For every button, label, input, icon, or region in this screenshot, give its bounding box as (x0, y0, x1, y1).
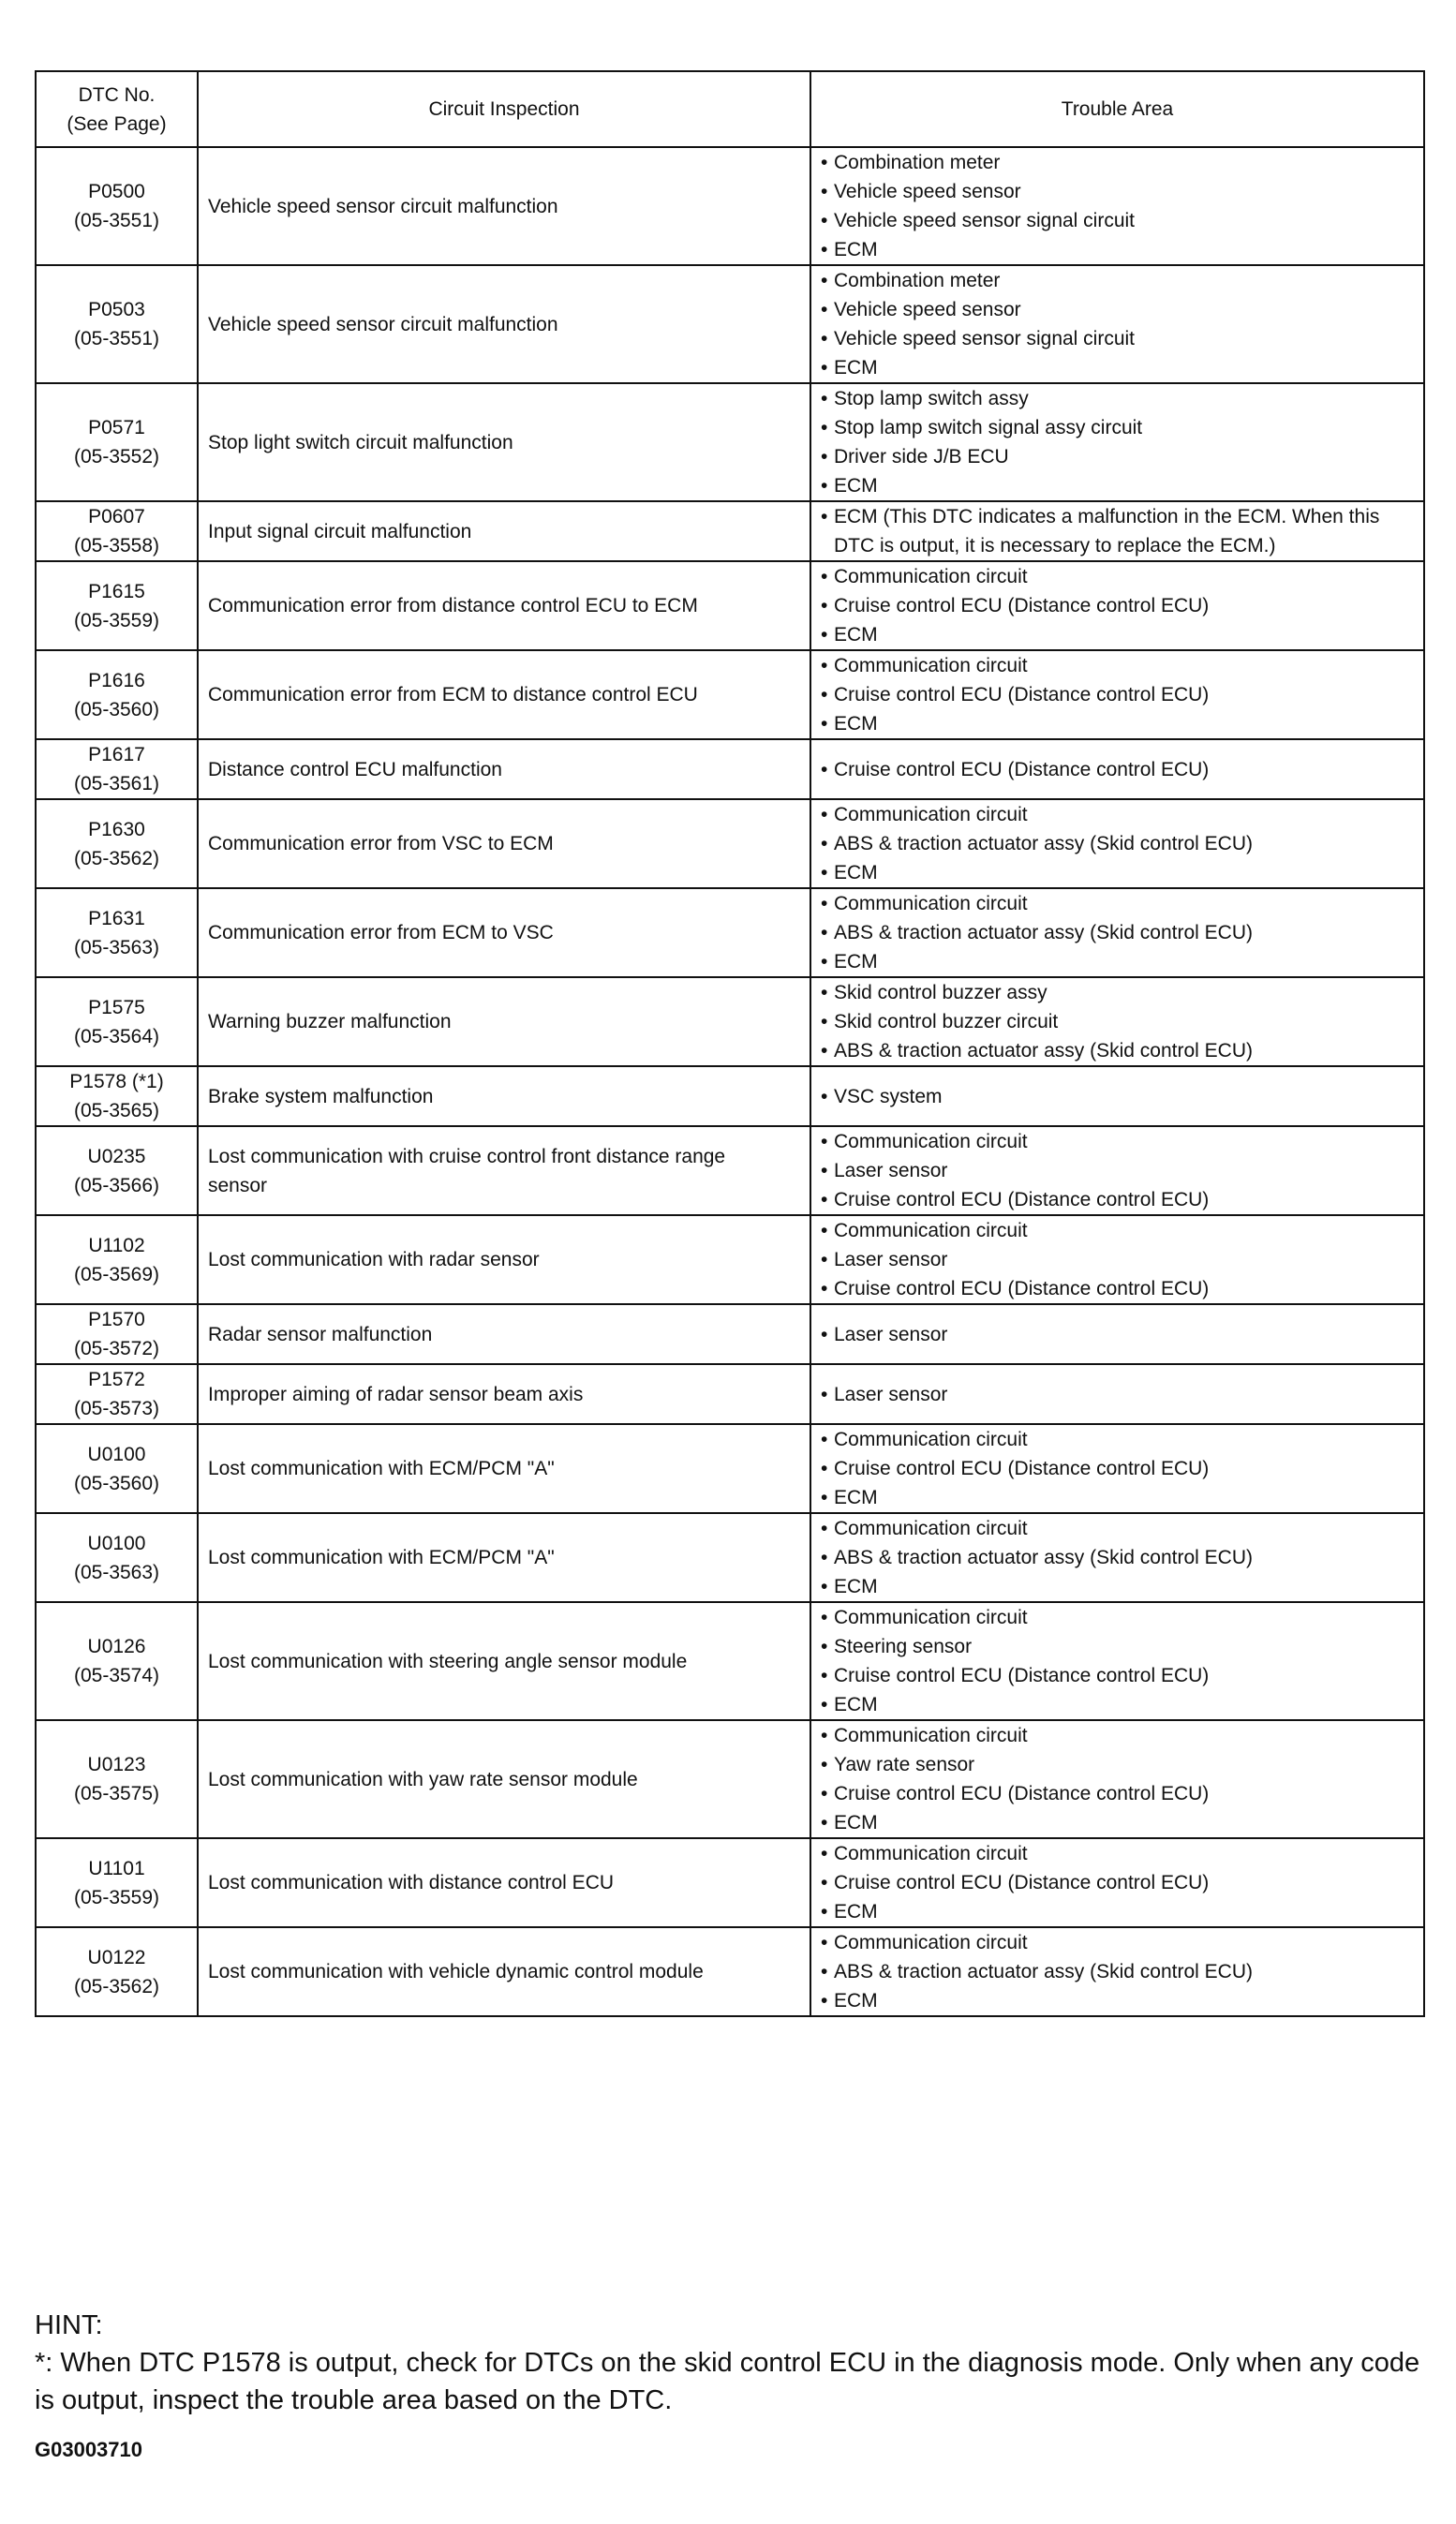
header-dtc-no (36, 71, 198, 147)
dtc-page-ref: (05-3574) (73, 1665, 160, 1686)
trouble-area-item: • Communication circuit (821, 651, 1404, 680)
circuit-inspection-cell: Lost communication with cruise control front distance range sensor (198, 1126, 810, 1215)
trouble-area-cell (810, 888, 1424, 977)
dtc-cell (36, 1424, 198, 1513)
header-circuit-inspection: Circuit Inspection (198, 71, 810, 147)
trouble-area-item: • ABS & traction actuator assy (Skid control ECU) (821, 918, 1404, 947)
dtc-page-ref: (05-3552) (73, 446, 160, 468)
dtc-page-ref: (05-3562) (73, 847, 160, 869)
dtc-cell (36, 1838, 198, 1927)
dtc-code: U0122 (87, 1946, 146, 1968)
trouble-area-cell (810, 1602, 1424, 1720)
trouble-area-item: • Communication circuit (821, 800, 1404, 829)
hint-title: HINT: (35, 2310, 103, 2340)
trouble-area-item: • ECM (821, 1808, 1404, 1837)
trouble-area-item: • Cruise control ECU (Distance control ECU) (821, 755, 1404, 784)
table-row (36, 799, 1424, 888)
table-row (36, 1602, 1424, 1720)
dtc-cell (36, 561, 198, 650)
dtc-cell (36, 1602, 198, 1720)
trouble-area-list (821, 1127, 1404, 1214)
trouble-area-item: • Skid control buzzer assy (821, 978, 1404, 1007)
dtc-cell (36, 147, 198, 265)
dtc-cell (36, 1066, 198, 1126)
table-row (36, 147, 1424, 265)
trouble-area-item: • VSC system (821, 1082, 1404, 1111)
trouble-area-item: • ECM (821, 235, 1404, 264)
circuit-inspection-cell: Brake system malfunction (198, 1066, 810, 1126)
hint-text: *: When DTC P1578 is output, check for DTCs on the skid control ECU in the diagnosis mode. Only when any code is output, inspect the trouble area based on the DTC. (35, 2348, 1420, 2415)
dtc-code: U0126 (87, 1636, 146, 1657)
circuit-inspection-cell: Improper aiming of radar sensor beam axis (198, 1364, 810, 1424)
trouble-area-cell (810, 1215, 1424, 1304)
trouble-area-cell (810, 265, 1424, 383)
dtc-code: P1616 (88, 669, 145, 691)
dtc-code: P1572 (88, 1369, 145, 1390)
trouble-area-item: • Combination meter (821, 266, 1404, 295)
dtc-page-ref: (05-3563) (73, 936, 160, 958)
dtc-code: P1578 (*1) (69, 1071, 164, 1092)
dtc-page-ref: (05-3573) (73, 1398, 160, 1419)
dtc-cell (36, 265, 198, 383)
dtc-cell (36, 1927, 198, 2016)
trouble-area-list (821, 1928, 1404, 2015)
trouble-area-cell (810, 1364, 1424, 1424)
table-row (36, 977, 1424, 1066)
dtc-cell (36, 1215, 198, 1304)
dtc-code: P0607 (88, 506, 145, 527)
dtc-page-ref: (05-3563) (73, 1561, 160, 1583)
dtc-page-ref: (05-3562) (73, 1975, 160, 1997)
trouble-area-item: • Communication circuit (821, 562, 1404, 591)
trouble-area-item: • Communication circuit (821, 1425, 1404, 1454)
header-trouble-area: Trouble Area (810, 71, 1424, 147)
trouble-area-item: • ABS & traction actuator assy (Skid control ECU) (821, 1036, 1404, 1065)
trouble-area-item: • Stop lamp switch assy (821, 384, 1404, 413)
table-row (36, 1215, 1424, 1304)
circuit-inspection-cell: Lost communication with ECM/PCM "A" (198, 1424, 810, 1513)
dtc-code: P1630 (88, 818, 145, 840)
table-row (36, 1513, 1424, 1602)
dtc-page-ref: (05-3572) (73, 1338, 160, 1359)
dtc-page-ref: (05-3560) (73, 698, 160, 720)
table-row (36, 1424, 1424, 1513)
trouble-area-item: • Laser sensor (821, 1156, 1404, 1185)
trouble-area-item: • Vehicle speed sensor signal circuit (821, 206, 1404, 235)
table-row (36, 383, 1424, 501)
header-dtc-no-line2: (See Page) (67, 112, 167, 135)
dtc-code: P0503 (88, 299, 145, 320)
dtc-code: P1575 (88, 996, 145, 1018)
trouble-area-item: • Combination meter (821, 148, 1404, 177)
dtc-table (35, 70, 1425, 2017)
circuit-inspection-cell: Stop light switch circuit malfunction (198, 383, 810, 501)
dtc-code: U0235 (87, 1145, 146, 1167)
circuit-inspection-cell: Lost communication with yaw rate sensor module (198, 1720, 810, 1838)
table-row (36, 739, 1424, 799)
trouble-area-cell (810, 650, 1424, 739)
dtc-cell (36, 1304, 198, 1364)
trouble-area-list (821, 1216, 1404, 1303)
trouble-area-cell (810, 147, 1424, 265)
dtc-cell (36, 1513, 198, 1602)
dtc-cell (36, 799, 198, 888)
trouble-area-item: • ECM (821, 858, 1404, 887)
circuit-inspection-cell: Lost communication with vehicle dynamic control module (198, 1927, 810, 2016)
trouble-area-list (821, 266, 1404, 382)
trouble-area-cell (810, 501, 1424, 561)
trouble-area-cell (810, 1424, 1424, 1513)
trouble-area-item: • Vehicle speed sensor signal circuit (821, 324, 1404, 353)
circuit-inspection-cell: Vehicle speed sensor circuit malfunction (198, 147, 810, 265)
dtc-page-ref: (05-3558) (73, 535, 160, 557)
trouble-area-list (821, 1839, 1404, 1926)
trouble-area-cell (810, 1126, 1424, 1215)
table-row (36, 501, 1424, 561)
trouble-area-item: • Laser sensor (821, 1245, 1404, 1274)
dtc-code: P1615 (88, 580, 145, 602)
trouble-area-item: • Communication circuit (821, 1928, 1404, 1957)
trouble-area-item: • ECM (821, 947, 1404, 976)
dtc-page-ref: (05-3569) (73, 1263, 160, 1285)
table-row (36, 1304, 1424, 1364)
dtc-cell (36, 383, 198, 501)
trouble-area-cell (810, 739, 1424, 799)
trouble-area-item: • ECM (821, 471, 1404, 500)
dtc-cell (36, 977, 198, 1066)
trouble-area-list (821, 1425, 1404, 1512)
trouble-area-list (821, 384, 1404, 500)
hint-note (35, 2307, 1431, 2419)
dtc-cell (36, 1126, 198, 1215)
dtc-page-ref: (05-3561) (73, 773, 160, 794)
trouble-area-cell (810, 1838, 1424, 1927)
dtc-code: U0100 (87, 1532, 146, 1554)
circuit-inspection-cell: Communication error from ECM to distance control ECU (198, 650, 810, 739)
trouble-area-item: • Communication circuit (821, 1603, 1404, 1632)
circuit-inspection-cell: Lost communication with steering angle sensor module (198, 1602, 810, 1720)
dtc-cell (36, 501, 198, 561)
trouble-area-item: • Skid control buzzer circuit (821, 1007, 1404, 1036)
circuit-inspection-cell: Input signal circuit malfunction (198, 501, 810, 561)
circuit-inspection-cell: Communication error from VSC to ECM (198, 799, 810, 888)
dtc-cell (36, 739, 198, 799)
circuit-inspection-cell: Warning buzzer malfunction (198, 977, 810, 1066)
circuit-inspection-cell: Communication error from distance control ECU to ECM (198, 561, 810, 650)
trouble-area-item: • Cruise control ECU (Distance control ECU) (821, 680, 1404, 709)
table-row (36, 1364, 1424, 1424)
trouble-area-list (821, 978, 1404, 1065)
trouble-area-list (821, 148, 1404, 264)
trouble-area-list (821, 651, 1404, 738)
trouble-area-cell (810, 799, 1424, 888)
table-row (36, 650, 1424, 739)
trouble-area-cell (810, 1720, 1424, 1838)
dtc-cell (36, 888, 198, 977)
trouble-area-cell (810, 561, 1424, 650)
trouble-area-item: • Cruise control ECU (Distance control ECU) (821, 1274, 1404, 1303)
circuit-inspection-cell: Lost communication with ECM/PCM "A" (198, 1513, 810, 1602)
trouble-area-cell (810, 383, 1424, 501)
dtc-page-ref: (05-3559) (73, 609, 160, 631)
trouble-area-list (821, 1514, 1404, 1601)
trouble-area-list (821, 800, 1404, 887)
trouble-area-item: • Vehicle speed sensor (821, 177, 1404, 206)
trouble-area-item: • Communication circuit (821, 1839, 1404, 1868)
trouble-area-item: • Communication circuit (821, 1127, 1404, 1156)
dtc-page-ref: (05-3564) (73, 1025, 160, 1047)
table-header-row (36, 71, 1424, 147)
trouble-area-item: • Cruise control ECU (Distance control ECU) (821, 1779, 1404, 1808)
dtc-page-ref: (05-3551) (73, 210, 160, 231)
dtc-page-ref: (05-3559) (73, 1886, 160, 1908)
circuit-inspection-cell: Lost communication with radar sensor (198, 1215, 810, 1304)
trouble-area-item: • ABS & traction actuator assy (Skid control ECU) (821, 1543, 1404, 1572)
trouble-area-cell (810, 977, 1424, 1066)
trouble-area-item: • Cruise control ECU (Distance control ECU) (821, 1454, 1404, 1483)
dtc-code: P1570 (88, 1309, 145, 1330)
trouble-area-list (821, 889, 1404, 976)
dtc-table-body (36, 147, 1424, 2016)
trouble-area-item: • Cruise control ECU (Distance control ECU) (821, 591, 1404, 620)
trouble-area-cell (810, 1927, 1424, 2016)
trouble-area-item: • ABS & traction actuator assy (Skid control ECU) (821, 1957, 1404, 1986)
trouble-area-item: • Laser sensor (821, 1380, 1404, 1409)
dtc-page-ref: (05-3551) (73, 328, 160, 349)
trouble-area-item: • Cruise control ECU (Distance control ECU) (821, 1661, 1404, 1690)
dtc-code: P1631 (88, 907, 145, 929)
trouble-area-item: • Driver side J/B ECU (821, 442, 1404, 471)
dtc-code: P0500 (88, 181, 145, 202)
trouble-area-cell (810, 1066, 1424, 1126)
trouble-area-item: • ECM (821, 1690, 1404, 1719)
trouble-area-item: • Stop lamp switch signal assy circuit (821, 413, 1404, 442)
trouble-area-item: • ECM (821, 620, 1404, 649)
trouble-area-item: • ABS & traction actuator assy (Skid control ECU) (821, 829, 1404, 858)
trouble-area-item: • Communication circuit (821, 1721, 1404, 1750)
trouble-area-item: • ECM (821, 1483, 1404, 1512)
trouble-area-item: • Vehicle speed sensor (821, 295, 1404, 324)
trouble-area-item: • Yaw rate sensor (821, 1750, 1404, 1779)
trouble-area-cell (810, 1304, 1424, 1364)
trouble-area-item: • ECM (821, 1897, 1404, 1926)
trouble-area-cell (810, 1513, 1424, 1602)
dtc-page-ref: (05-3565) (73, 1100, 160, 1121)
circuit-inspection-cell: Communication error from ECM to VSC (198, 888, 810, 977)
trouble-area-item: • ECM (821, 709, 1404, 738)
figure-id: G03003710 (35, 2438, 142, 2461)
dtc-cell (36, 650, 198, 739)
trouble-area-item: • Laser sensor (821, 1320, 1404, 1349)
trouble-area-list (821, 755, 1404, 784)
trouble-area-item: • ECM (821, 1572, 1404, 1601)
trouble-area-list (821, 502, 1404, 560)
trouble-area-item: • Cruise control ECU (Distance control ECU) (821, 1185, 1404, 1214)
dtc-code: U0123 (87, 1754, 146, 1775)
trouble-area-item: • Cruise control ECU (Distance control ECU) (821, 1868, 1404, 1897)
circuit-inspection-cell: Lost communication with distance control ECU (198, 1838, 810, 1927)
trouble-area-item: • Steering sensor (821, 1632, 1404, 1661)
trouble-area-list (821, 1603, 1404, 1719)
circuit-inspection-cell: Distance control ECU malfunction (198, 739, 810, 799)
dtc-document (35, 70, 1423, 2017)
dtc-code: U1101 (88, 1857, 145, 1879)
trouble-area-item: • Communication circuit (821, 1514, 1404, 1543)
dtc-page-ref: (05-3566) (73, 1174, 160, 1196)
trouble-area-item: • ECM (821, 353, 1404, 382)
table-row (36, 888, 1424, 977)
table-row (36, 1126, 1424, 1215)
circuit-inspection-cell: Radar sensor malfunction (198, 1304, 810, 1364)
trouble-area-item: • ECM (This DTC indicates a malfunction in the ECM. When this DTC is output, it is necessary to replace the ECM.) (821, 502, 1404, 560)
table-row (36, 1720, 1424, 1838)
header-dtc-no-line1: DTC No. (78, 83, 156, 106)
table-row (36, 265, 1424, 383)
trouble-area-list (821, 562, 1404, 649)
trouble-area-list (821, 1721, 1404, 1837)
table-row (36, 1927, 1424, 2016)
table-row (36, 1066, 1424, 1126)
trouble-area-list (821, 1380, 1404, 1409)
trouble-area-list (821, 1320, 1404, 1349)
dtc-code: U1102 (88, 1234, 145, 1256)
trouble-area-item: • Communication circuit (821, 1216, 1404, 1245)
table-row (36, 1838, 1424, 1927)
dtc-code: P0571 (88, 417, 145, 438)
trouble-area-item: • ECM (821, 1986, 1404, 2015)
table-row (36, 561, 1424, 650)
dtc-code: P1617 (88, 744, 145, 765)
trouble-area-item: • Communication circuit (821, 889, 1404, 918)
dtc-cell (36, 1720, 198, 1838)
trouble-area-list (821, 1082, 1404, 1111)
circuit-inspection-cell: Vehicle speed sensor circuit malfunction (198, 265, 810, 383)
dtc-page-ref: (05-3575) (73, 1783, 160, 1804)
dtc-page-ref: (05-3560) (73, 1472, 160, 1494)
dtc-cell (36, 1364, 198, 1424)
dtc-code: U0100 (87, 1443, 146, 1465)
